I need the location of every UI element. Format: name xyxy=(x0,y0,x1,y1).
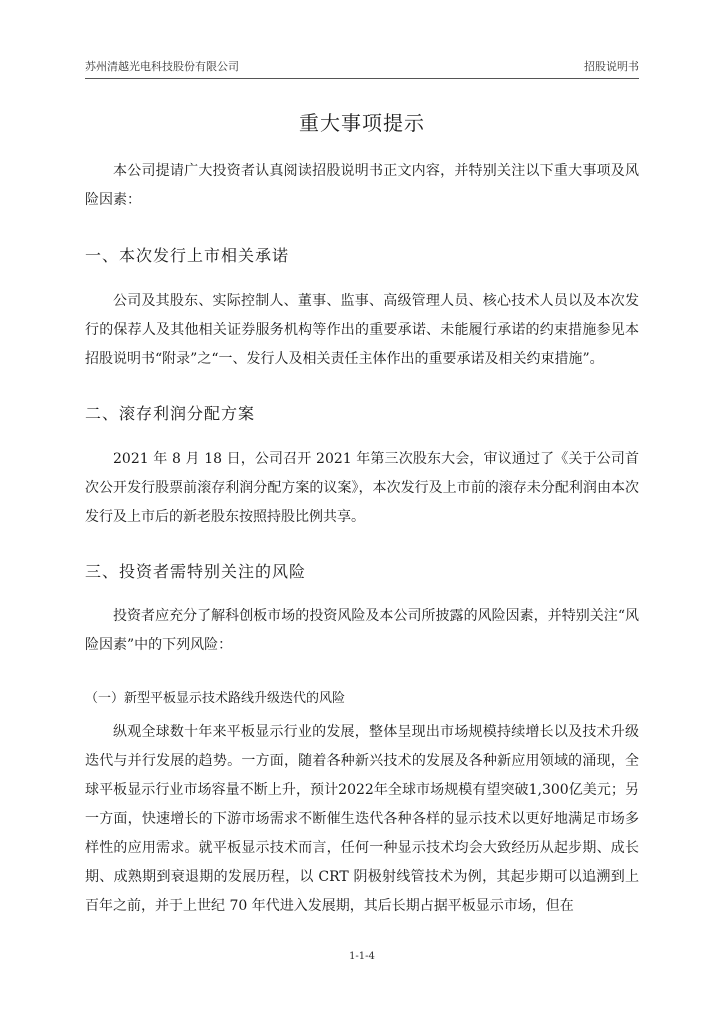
subsection-heading: （一）新型平板显示技术路线升级迭代的风险 xyxy=(85,691,346,706)
section-body-2: 2021 年 8 月 18 日，公司召开 2021 年第三次股东大会，审议通过了《关于公司首次公开发行股票前滚存利润分配方案的议案》，本次发行及上市前的滚存未分配利润由本次发行及上市后的新老股东按照持股比例共享。 xyxy=(85,451,639,525)
section-heading-3: 三、投资者需特别关注的风险 xyxy=(85,562,307,581)
page-title: 重大事项提示 xyxy=(299,111,425,135)
header-company-name: 苏州清越光电科技股份有限公司 xyxy=(85,60,239,73)
header-divider xyxy=(85,78,639,79)
section-heading-1: 一、本次发行上市相关承诺 xyxy=(85,246,290,265)
subsection-body: 纵观全球数十年来平板显示行业的发展，整体呈现出市场规模持续增长以及技术升级迭代与并行发展的趋势。一方面，随着各种新兴技术的发展及各种新应用领域的涌现，全球平板显示行业市场容量不断上升，预计2022年全球市场规模有望突破1,300亿美元；另一方面，快速增长的下游市场需求不断催生迭代各种各样的显示技术以更好地满足市场多样性的应用需求。就平板显示技术而言，任何一种显示技术均会大致经历从起步期、成长期、成熟期到衰退期的发展历程，以 CRT 阴极射线管技术为例，其起步期可以追溯到上百年之前，并于上世纪 70 年代进入发展期，其后长期占据平板显示市场，但在 xyxy=(85,724,639,914)
page-header xyxy=(85,58,639,76)
section-body-1: 公司及其股东、实际控制人、董事、监事、高级管理人员、核心技术人员以及本次发行的保荐人及其他相关证券服务机构等作出的重要承诺、未能履行承诺的约束措施参见本招股说明书“附录”之“一、发行人及相关责任主体作出的重要承诺及相关约束措施”。 xyxy=(85,293,639,367)
section-heading-2: 二、滚存利润分配方案 xyxy=(85,404,256,423)
section-body-3: 投资者应充分了解科创板市场的投资风险及本公司所披露的风险因素，并特别关注“风险因素”中的下列风险： xyxy=(85,608,639,653)
intro-paragraph: 本公司提请广大投资者认真阅读招股说明书正文内容，并特别关注以下重大事项及风险因素： xyxy=(85,163,639,208)
header-document-type: 招股说明书 xyxy=(584,60,639,73)
page-number: 1-1-4 xyxy=(349,951,375,962)
